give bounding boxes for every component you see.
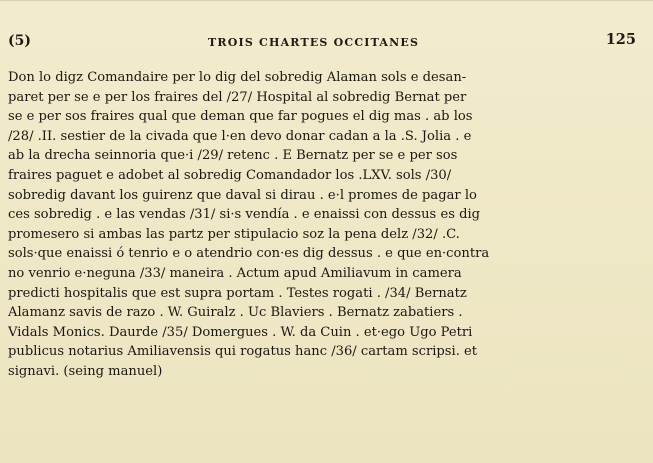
- text-line: Don lo digz Comandaire per lo dig del sobredig Alaman sols e desan-: [8, 70, 467, 85]
- page-header: [8, 31, 636, 53]
- text-line: signavi. (seing manuel): [8, 363, 163, 379]
- page-reference: (5): [8, 33, 31, 49]
- charter-text: [8, 68, 640, 382]
- text-line: Alamanz savis de razo . W. Guiralz . Uc Blaviers . Bernatz zabatiers .: [8, 305, 463, 321]
- text-line: ab la drecha seinnoria que·i /29/ retenc . E Bernatz per se e per sos: [8, 148, 458, 164]
- text-line: ces sobredig . e las vendas /31/ si·s vendía . e enaissi con dessus es dig: [8, 207, 481, 223]
- text-line: /28/ .II. sestier de la civada que l·en devo donar cadan a la .S. Jolia . e: [8, 128, 472, 144]
- text-line: sobredig davant los guirenz que daval si dirau . e·l promes de pagar lo: [8, 187, 477, 203]
- text-line: fraires paguet e adobet al sobredig Comandador los .LXV. sols /30/: [8, 167, 452, 183]
- text-line: no venrio e·neguna /33/ maneira . Actum apud Amiliavum in camera: [8, 265, 462, 281]
- text-line: Vidals Monics. Daurde /35/ Domergues . W. da Cuin . et·ego Ugo Petri: [8, 324, 473, 340]
- running-title: TROIS CHARTES OCCITANES: [208, 36, 420, 49]
- text-line: predicti hospitalis que est supra portam . Testes rogati . /34/ Bernatz: [8, 285, 467, 301]
- text-line: promesero si ambas las partz per stipulacio soz la pena delz /32/ .C.: [8, 226, 460, 242]
- text-line: publicus notarius Amiliavensis qui rogatus hanc /36/ cartam scripsi. et: [8, 344, 478, 360]
- page-number: 125: [605, 31, 636, 48]
- text-line: paret per se e per los fraires del /27/ Hospital al sobredig Bernat per: [8, 89, 467, 105]
- text-line: se e per sos fraires qual que deman que far pogues el dig mas . ab los: [8, 109, 473, 125]
- text-line: sols·que enaissi ó tenrio e o atendrio con·es dig dessus . e que en·contra: [8, 246, 490, 262]
